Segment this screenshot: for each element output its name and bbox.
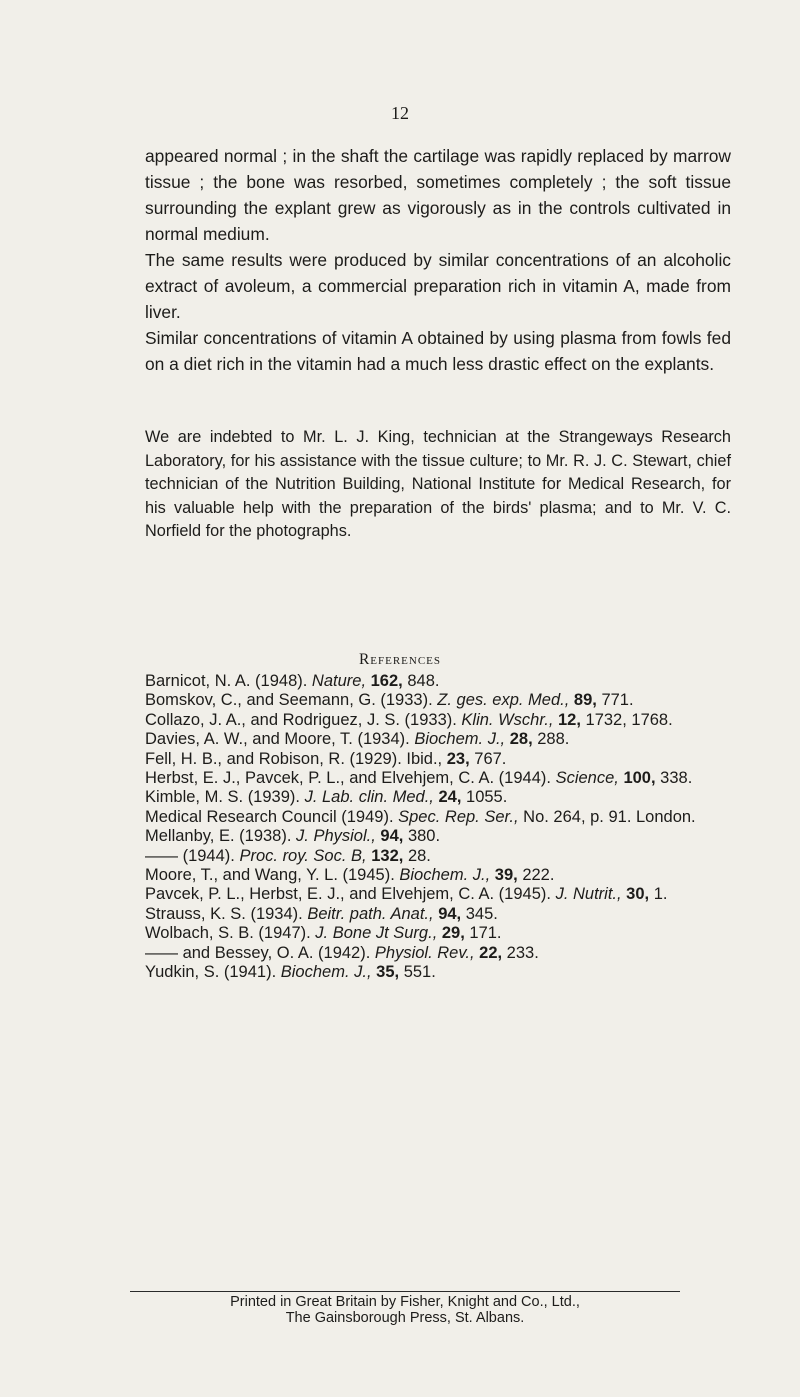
body-paragraph: appeared normal ; in the shaft the cartilage was rapidly replaced by marrow tissue ; the bone was resorbed, sometimes completely ; the soft tissue surrounding the explant grew as vigorously as in the controls cultivated in normal medium.	[145, 146, 731, 244]
reference-item: Pavcek, P. L., Herbst, E. J., and Elvehjem, C. A. (1945). J. Nutrit., 30, 1.	[145, 885, 668, 904]
reference-item: Mellanby, E. (1938). J. Physiol., 94, 380.	[145, 827, 441, 846]
body-paragraph: Similar concentrations of vitamin A obtained by using plasma from fowls fed on a diet rich in the vitamin had a much less drastic effect on the explants.	[145, 328, 731, 374]
reference-list	[145, 672, 735, 983]
imprint-line: Printed in Great Britain by Fisher, Knight and Co., Ltd.,	[230, 1294, 580, 1310]
body-paragraph: The same results were produced by similar concentrations of an alcoholic extract of avoleum, a commercial preparation rich in vitamin A, made from liver.	[145, 250, 731, 322]
imprint-line: The Gainsborough Press, St. Albans.	[285, 1310, 525, 1326]
reference-item: Yudkin, S. (1941). Biochem. J., 35, 551.	[145, 963, 436, 982]
reference-item: Davies, A. W., and Moore, T. (1934). Biochem. J., 28, 288.	[145, 730, 570, 749]
reference-item: Herbst, E. J., Pavcek, P. L., and Elvehjem, C. A. (1944). Science, 100, 338.	[145, 769, 693, 788]
page-number: 12	[391, 103, 409, 123]
reference-item: —— and Bessey, O. A. (1942). Physiol. Rev., 22, 233.	[145, 943, 539, 962]
references-heading: References	[358, 651, 442, 668]
reference-item: Wolbach, S. B. (1947). J. Bone Jt Surg., 29, 171.	[145, 924, 502, 943]
reference-item: —— (1944). Proc. roy. Soc. B, 132, 28.	[145, 846, 431, 865]
reference-item: Fell, H. B., and Robison, R. (1929). Ibid., 23, 767.	[145, 749, 507, 768]
reference-item: Barnicot, N. A. (1948). Nature, 162, 848.	[145, 672, 440, 690]
reference-item: Strauss, K. S. (1934). Beitr. path. Anat., 94, 345.	[145, 904, 498, 923]
printer-imprint	[130, 1291, 680, 1326]
reference-item: Bomskov, C., and Seemann, G. (1933). Z. ges. exp. Med., 89, 771.	[145, 691, 634, 710]
reference-item: Moore, T., and Wang, Y. L. (1945). Biochem. J., 39, 222.	[145, 866, 555, 885]
reference-item: Kimble, M. S. (1939). J. Lab. clin. Med., 24, 1055.	[145, 788, 508, 807]
acknowledgement-paragraph: We are indebted to Mr. L. J. King, technician at the Strangeways Research Laboratory, for his assistance with the tissue culture; to Mr. R. J. C. Stewart, chief technician of the Nutrition Building, National Institute for Medical Research, for his valuable help with the preparation of the birds' plasma; and to Mr. V. C. Norfield for the photographs.	[145, 428, 731, 541]
reference-item: Medical Research Council (1949). Spec. Rep. Ser., No. 264, p. 91. London.	[145, 807, 696, 826]
reference-item: Collazo, J. A., and Rodriguez, J. S. (1933). Klin. Wschr., 12, 1732, 1768.	[145, 710, 673, 729]
